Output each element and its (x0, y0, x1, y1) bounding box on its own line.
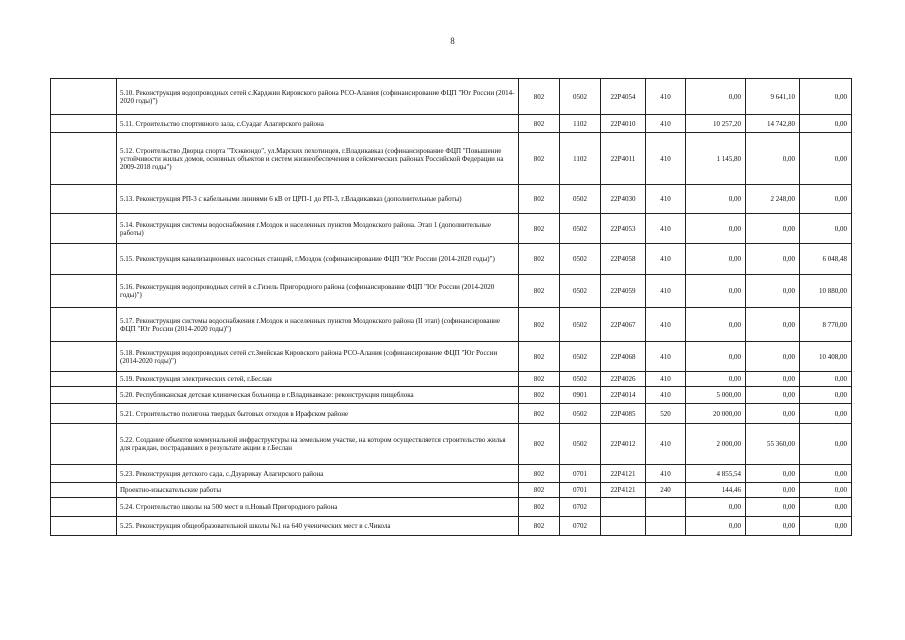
amount-year-2: 0,00 (746, 404, 800, 424)
expense-type: 410 (646, 424, 686, 465)
amount-year-2: 0,00 (746, 244, 800, 275)
row-name: 5.17. Реконструкция системы водоснабжения г.Моздок и населенных пунктов Моздокского района (II этап) (софинансирование ФЦП "Юг России (2014-2020 годы)") (117, 308, 519, 342)
row-name: 5.10. Реконструкция водопроводных сетей с.Карджин Кировского района РСО-Алания (софинансирование ФЦП "Юг России (2014-2020 годы)") (117, 79, 519, 115)
target-article: 22Р4053 (601, 214, 646, 244)
grbs-code: 802 (519, 214, 560, 244)
section-code: 0502 (560, 342, 601, 372)
row-number-cell (51, 517, 117, 536)
section-code: 0502 (560, 372, 601, 387)
section-code: 0702 (560, 517, 601, 536)
grbs-code: 802 (519, 517, 560, 536)
amount-year-3: 10 880,00 (800, 275, 852, 308)
amount-year-3: 0,00 (800, 387, 852, 404)
grbs-code: 802 (519, 79, 560, 115)
expense-type: 410 (646, 133, 686, 185)
table-row (51, 498, 852, 517)
expense-type: 410 (646, 387, 686, 404)
amount-year-3: 8 770,00 (800, 308, 852, 342)
section-code: 0502 (560, 424, 601, 465)
target-article: 22Р4059 (601, 275, 646, 308)
grbs-code: 802 (519, 275, 560, 308)
amount-year-1: 0,00 (686, 517, 746, 536)
amount-year-3: 0,00 (800, 498, 852, 517)
table-row (51, 465, 852, 483)
amount-year-3: 0,00 (800, 517, 852, 536)
grbs-code: 802 (519, 372, 560, 387)
amount-year-2: 0,00 (746, 214, 800, 244)
target-article: 22Р4067 (601, 308, 646, 342)
amount-year-2: 0,00 (746, 133, 800, 185)
grbs-code: 802 (519, 308, 560, 342)
row-number-cell (51, 185, 117, 214)
target-article: 22Р4121 (601, 483, 646, 498)
expense-type: 410 (646, 372, 686, 387)
amount-year-2: 0,00 (746, 465, 800, 483)
grbs-code: 802 (519, 404, 560, 424)
row-number-cell (51, 465, 117, 483)
table-row (51, 387, 852, 404)
amount-year-1: 0,00 (686, 185, 746, 214)
amount-year-3: 0,00 (800, 185, 852, 214)
row-name: 5.20. Республиканская детская клиническая больница в г.Владикавказе: реконструкция пищеблока (117, 387, 519, 404)
row-name: 5.15. Реконструкция канализационных насосных станций, г.Моздок (софинансирование ФЦП "Юг России (2014-2020 годы)") (117, 244, 519, 275)
row-name: 5.23. Реконструкция детского сада, с.Дзуарикау Алагирского района (117, 465, 519, 483)
row-number-cell (51, 115, 117, 133)
grbs-code: 802 (519, 424, 560, 465)
amount-year-3: 0,00 (800, 424, 852, 465)
amount-year-1: 1 145,80 (686, 133, 746, 185)
amount-year-3: 0,00 (800, 465, 852, 483)
table-row (51, 214, 852, 244)
expense-type: 410 (646, 244, 686, 275)
table-row (51, 483, 852, 498)
section-code: 0502 (560, 275, 601, 308)
grbs-code: 802 (519, 133, 560, 185)
page-number: 8 (450, 36, 455, 46)
grbs-code: 802 (519, 115, 560, 133)
amount-year-1: 5 000,00 (686, 387, 746, 404)
amount-year-2: 0,00 (746, 275, 800, 308)
row-number-cell (51, 79, 117, 115)
row-name: 5.13. Реконструкция РП-3 с кабельными линиями 6 кВ от ЦРП-1 до РП-3, г.Владикавказ (дополнительные работы) (117, 185, 519, 214)
expense-type: 410 (646, 308, 686, 342)
target-article: 22Р4010 (601, 115, 646, 133)
target-article: 22Р4121 (601, 465, 646, 483)
target-article: 22Р4058 (601, 244, 646, 275)
table-row (51, 342, 852, 372)
amount-year-1: 2 000,00 (686, 424, 746, 465)
target-article: 22Р4012 (601, 424, 646, 465)
target-article: 22Р4011 (601, 133, 646, 185)
table-row (51, 275, 852, 308)
row-number-cell (51, 404, 117, 424)
target-article: 22Р4026 (601, 372, 646, 387)
target-article: 22Р4085 (601, 404, 646, 424)
amount-year-3: 0,00 (800, 79, 852, 115)
amount-year-1: 10 257,20 (686, 115, 746, 133)
grbs-code: 802 (519, 244, 560, 275)
section-code: 1102 (560, 133, 601, 185)
row-number-cell (51, 342, 117, 372)
amount-year-2: 14 742,80 (746, 115, 800, 133)
amount-year-2: 9 641,10 (746, 79, 800, 115)
target-article (601, 498, 646, 517)
table-row (51, 244, 852, 275)
section-code: 0502 (560, 244, 601, 275)
amount-year-2: 55 360,00 (746, 424, 800, 465)
amount-year-3: 0,00 (800, 133, 852, 185)
row-name: 5.22. Создание объектов коммунальной инфраструктуры на земельном участке, на котором осуществляется строительство жилья для граждан, пострадавших в результате акции в г.Беслан (117, 424, 519, 465)
amount-year-1: 0,00 (686, 342, 746, 372)
row-number-cell (51, 275, 117, 308)
amount-year-2: 0,00 (746, 498, 800, 517)
target-article: 22Р4054 (601, 79, 646, 115)
amount-year-2: 0,00 (746, 387, 800, 404)
amount-year-1: 144,46 (686, 483, 746, 498)
section-code: 0901 (560, 387, 601, 404)
row-name: 5.11. Строительство спортивного зала, с.Суадаг Алагирского района (117, 115, 519, 133)
amount-year-1: 20 000,00 (686, 404, 746, 424)
section-code: 0502 (560, 185, 601, 214)
amount-year-3: 6 048,48 (800, 244, 852, 275)
amount-year-2: 0,00 (746, 372, 800, 387)
section-code: 0702 (560, 498, 601, 517)
row-number-cell (51, 244, 117, 275)
expense-type (646, 517, 686, 536)
grbs-code: 802 (519, 185, 560, 214)
row-name: 5.18. Реконструкция водопроводных сетей ст.Змейская Кировского района РСО-Алания (софинансирование ФЦП "Юг России (2014-2020 годы)") (117, 342, 519, 372)
amount-year-3: 0,00 (800, 404, 852, 424)
grbs-code: 802 (519, 387, 560, 404)
row-number-cell (51, 498, 117, 517)
row-number-cell (51, 214, 117, 244)
amount-year-3: 0,00 (800, 115, 852, 133)
grbs-code: 802 (519, 342, 560, 372)
table-row (51, 133, 852, 185)
expense-type: 410 (646, 115, 686, 133)
grbs-code: 802 (519, 498, 560, 517)
amount-year-1: 0,00 (686, 214, 746, 244)
amount-year-2: 0,00 (746, 342, 800, 372)
budget-table (50, 78, 852, 536)
expense-type: 240 (646, 483, 686, 498)
expense-type: 410 (646, 185, 686, 214)
row-name: 5.14. Реконструкция системы водоснабжения г.Моздок и населенных пунктов Моздокского района. Этап 1 (дополнительные работы) (117, 214, 519, 244)
section-code: 0502 (560, 214, 601, 244)
amount-year-1: 4 855,54 (686, 465, 746, 483)
section-code: 0502 (560, 404, 601, 424)
expense-type: 410 (646, 465, 686, 483)
table-row (51, 517, 852, 536)
amount-year-2: 2 248,00 (746, 185, 800, 214)
grbs-code: 802 (519, 465, 560, 483)
section-code: 0701 (560, 465, 601, 483)
amount-year-3: 0,00 (800, 214, 852, 244)
table-row (51, 372, 852, 387)
amount-year-3: 10 408,00 (800, 342, 852, 372)
amount-year-2: 0,00 (746, 517, 800, 536)
amount-year-1: 0,00 (686, 79, 746, 115)
row-name: 5.25. Реконструкция общеобразовательной школы №1 на 640 ученических мест в с.Чикола (117, 517, 519, 536)
row-name: 5.19. Реконструкция электрических сетей, г.Беслан (117, 372, 519, 387)
amount-year-2: 0,00 (746, 483, 800, 498)
expense-type (646, 498, 686, 517)
target-article: 22Р4014 (601, 387, 646, 404)
row-number-cell (51, 424, 117, 465)
target-article (601, 517, 646, 536)
row-name: 5.12. Строительство Дворца спорта "Тхэквондо", ул.Марских пехотинцев, г.Владикавказ (софинансирование ФЦП "Повышение устойчивости жилых домов, основных объектов и систем жизнеобеспечения в сейсмических районах Российской Федерации на 2009-2018 годы") (117, 133, 519, 185)
amount-year-1: 0,00 (686, 372, 746, 387)
amount-year-2: 0,00 (746, 308, 800, 342)
amount-year-1: 0,00 (686, 308, 746, 342)
expense-type: 410 (646, 275, 686, 308)
grbs-code: 802 (519, 483, 560, 498)
row-name: 5.24. Строительство школы на 500 мест в п.Новый Пригородного района (117, 498, 519, 517)
row-name: 5.21. Строительство полигона твердых бытовых отходов в Ирафском районе (117, 404, 519, 424)
amount-year-3: 0,00 (800, 372, 852, 387)
row-name: 5.16. Реконструкция водопроводных сетей в с.Гизель Пригородного района (софинансирование ФЦП "Юг России (2014-2020 годы)") (117, 275, 519, 308)
amount-year-1: 0,00 (686, 498, 746, 517)
expense-type: 410 (646, 79, 686, 115)
table-row (51, 308, 852, 342)
table-row (51, 115, 852, 133)
target-article: 22Р4030 (601, 185, 646, 214)
table-row (51, 79, 852, 115)
amount-year-3: 0,00 (800, 483, 852, 498)
section-code: 0502 (560, 308, 601, 342)
section-code: 1102 (560, 115, 601, 133)
table-row (51, 185, 852, 214)
section-code: 0701 (560, 483, 601, 498)
row-number-cell (51, 308, 117, 342)
row-number-cell (51, 372, 117, 387)
row-number-cell (51, 133, 117, 185)
table-row (51, 404, 852, 424)
row-number-cell (51, 387, 117, 404)
amount-year-1: 0,00 (686, 244, 746, 275)
amount-year-1: 0,00 (686, 275, 746, 308)
expense-type: 410 (646, 342, 686, 372)
target-article: 22Р4068 (601, 342, 646, 372)
table-row (51, 424, 852, 465)
expense-type: 410 (646, 214, 686, 244)
row-name: Проектно-изыскательские работы (117, 483, 519, 498)
expense-type: 520 (646, 404, 686, 424)
section-code: 0502 (560, 79, 601, 115)
row-number-cell (51, 483, 117, 498)
